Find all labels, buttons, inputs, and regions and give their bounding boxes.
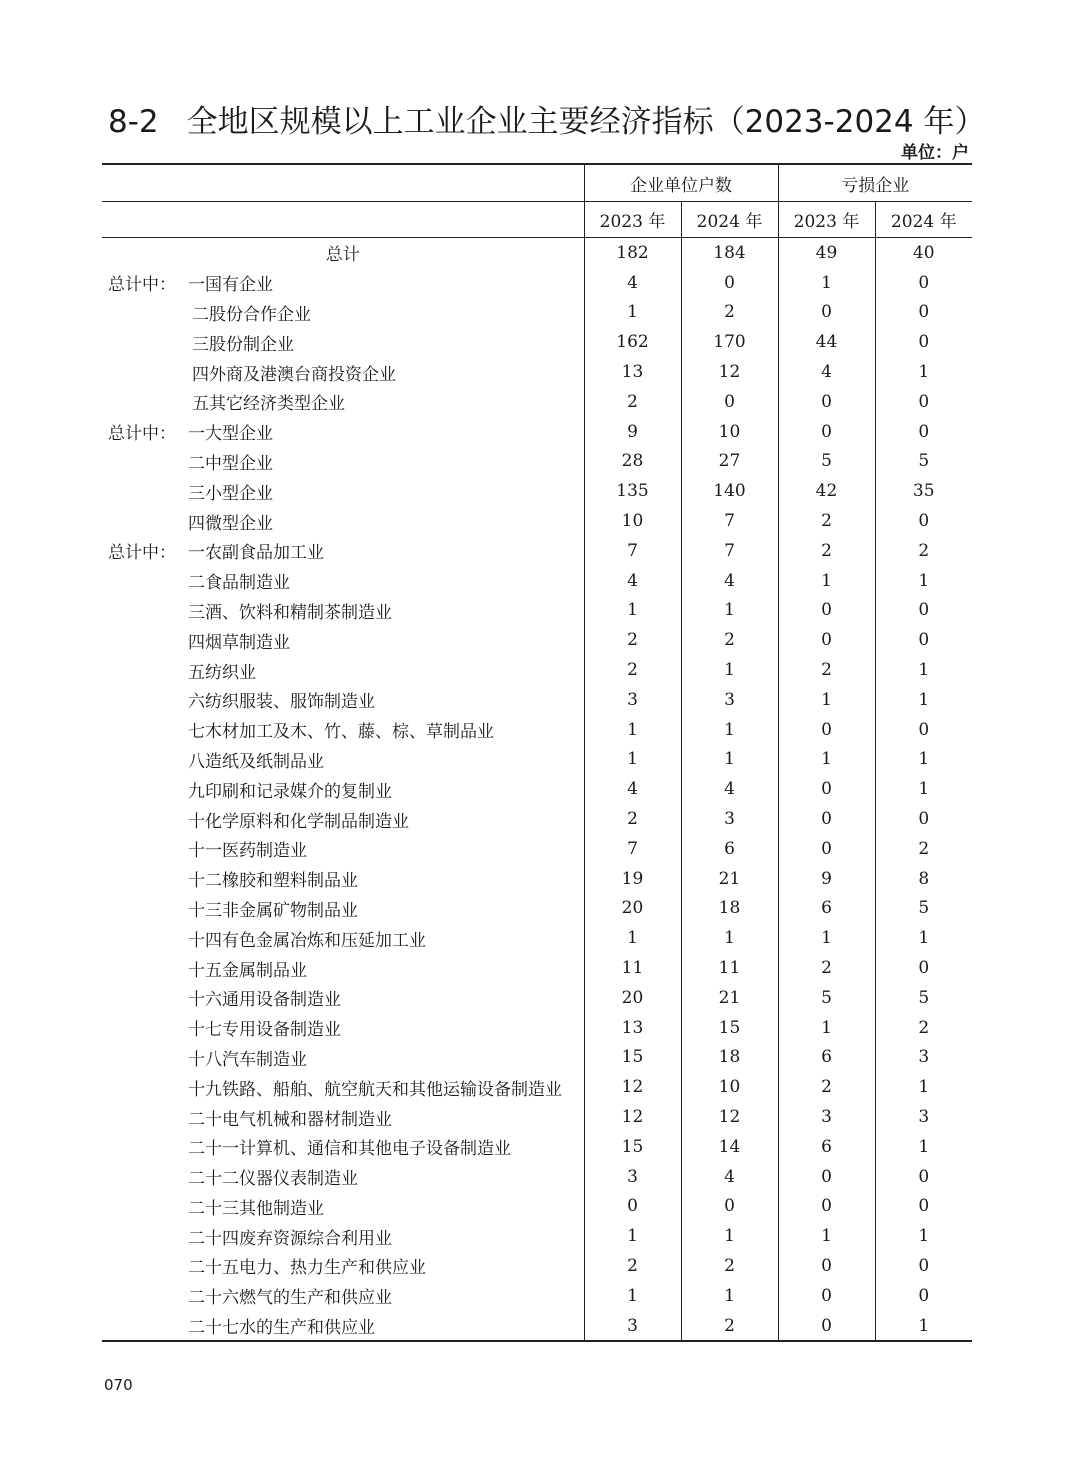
value-cell: 140 xyxy=(681,476,778,506)
row-label: 七木材加工及木、竹、藤、棕、草制品业 xyxy=(188,722,494,743)
value-cell: 0 xyxy=(875,417,972,447)
value-cell: 11 xyxy=(681,953,778,983)
value-cell: 6 xyxy=(778,894,875,924)
row-label-cell xyxy=(102,447,584,477)
row-label: 三酒、饮料和精制茶制造业 xyxy=(188,602,392,623)
value-cell: 14 xyxy=(681,1132,778,1162)
value-cell: 21 xyxy=(681,864,778,894)
table-row xyxy=(102,685,972,715)
row-label-cell xyxy=(102,983,584,1013)
value-cell: 184 xyxy=(681,238,778,268)
row-label-cell xyxy=(102,894,584,924)
value-cell: 4 xyxy=(681,1162,778,1192)
value-cell: 0 xyxy=(778,804,875,834)
row-label: 二十五电力、热力生产和供应业 xyxy=(188,1258,426,1279)
table-row xyxy=(102,774,972,804)
table-row xyxy=(102,953,972,983)
value-cell: 2 xyxy=(778,953,875,983)
value-cell: 6 xyxy=(778,1043,875,1073)
row-label: 十三非金属矿物制品业 xyxy=(188,900,358,921)
table-row xyxy=(102,506,972,536)
value-cell: 1 xyxy=(778,685,875,715)
value-cell: 1 xyxy=(584,745,681,775)
table-row xyxy=(102,1132,972,1162)
row-label-cell xyxy=(102,834,584,864)
row-label: 八造纸及纸制品业 xyxy=(188,751,324,772)
value-cell: 19 xyxy=(584,864,681,894)
row-label-cell xyxy=(102,357,584,387)
value-cell: 27 xyxy=(681,447,778,477)
value-cell: 18 xyxy=(681,1043,778,1073)
row-label: 一大型企业 xyxy=(188,424,273,445)
table-title-text: 全地区规模以上工业企业主要经济指标（2023-2024 年） xyxy=(186,104,986,140)
row-label-cell xyxy=(102,298,584,328)
table-row xyxy=(102,1043,972,1073)
value-cell: 3 xyxy=(875,1043,972,1073)
value-cell: 0 xyxy=(778,596,875,626)
value-cell: 1 xyxy=(875,566,972,596)
table-row xyxy=(102,804,972,834)
row-label: 十七专用设备制造业 xyxy=(188,1020,341,1041)
statistics-table xyxy=(102,163,972,1342)
value-cell: 13 xyxy=(584,357,681,387)
table-row xyxy=(102,1102,972,1132)
table-row xyxy=(102,715,972,745)
value-cell: 9 xyxy=(778,864,875,894)
row-label: 二中型企业 xyxy=(188,453,273,474)
table-row xyxy=(102,476,972,506)
value-cell: 5 xyxy=(778,983,875,1013)
table-row xyxy=(102,1221,972,1251)
table-row xyxy=(102,655,972,685)
table-row xyxy=(102,923,972,953)
value-cell: 3 xyxy=(584,1311,681,1342)
row-label: 三股份制企业 xyxy=(192,334,294,355)
row-label-cell xyxy=(102,625,584,655)
value-cell: 1 xyxy=(681,745,778,775)
value-cell: 1 xyxy=(681,715,778,745)
value-cell: 3 xyxy=(681,685,778,715)
value-cell: 1 xyxy=(681,923,778,953)
table-row xyxy=(102,834,972,864)
value-cell: 4 xyxy=(778,357,875,387)
row-label: 二食品制造业 xyxy=(188,573,290,594)
value-cell: 0 xyxy=(778,1311,875,1342)
value-cell: 2 xyxy=(778,506,875,536)
row-label-cell xyxy=(102,715,584,745)
table-row xyxy=(102,745,972,775)
row-prefix: 总计中： xyxy=(108,275,176,296)
value-cell: 2 xyxy=(584,804,681,834)
value-cell: 7 xyxy=(681,536,778,566)
row-label: 二十六燃气的生产和供应业 xyxy=(188,1288,392,1309)
value-cell: 49 xyxy=(778,238,875,268)
row-label-cell xyxy=(102,1281,584,1311)
row-label: 十化学原料和化学制品制造业 xyxy=(188,811,409,832)
value-cell: 135 xyxy=(584,476,681,506)
table-row xyxy=(102,1072,972,1102)
value-cell: 0 xyxy=(875,953,972,983)
row-label-cell xyxy=(102,923,584,953)
table-row xyxy=(102,1311,972,1342)
table-row xyxy=(102,327,972,357)
row-label-cell xyxy=(102,1192,584,1222)
value-cell: 1 xyxy=(681,596,778,626)
row-label-cell xyxy=(102,1162,584,1192)
value-cell: 1 xyxy=(875,1132,972,1162)
value-cell: 0 xyxy=(875,327,972,357)
table-number: 8-2 xyxy=(108,104,159,140)
value-cell: 15 xyxy=(584,1043,681,1073)
value-cell: 0 xyxy=(778,1281,875,1311)
row-label-cell xyxy=(102,1072,584,1102)
value-cell: 18 xyxy=(681,894,778,924)
value-cell: 15 xyxy=(681,1013,778,1043)
row-label: 二股份合作企业 xyxy=(192,304,311,325)
value-cell: 11 xyxy=(584,953,681,983)
value-cell: 0 xyxy=(778,1192,875,1222)
value-cell: 2 xyxy=(778,536,875,566)
value-cell: 1 xyxy=(875,357,972,387)
value-cell: 15 xyxy=(584,1132,681,1162)
value-cell: 3 xyxy=(584,1162,681,1192)
value-cell: 2 xyxy=(778,1072,875,1102)
value-cell: 0 xyxy=(875,506,972,536)
table-row xyxy=(102,894,972,924)
value-cell: 1 xyxy=(584,1281,681,1311)
row-label: 十六通用设备制造业 xyxy=(188,990,341,1011)
row-label-cell xyxy=(102,506,584,536)
value-cell: 13 xyxy=(584,1013,681,1043)
table-row xyxy=(102,1192,972,1222)
header-loss-enterprises: 亏损企业 xyxy=(778,164,972,202)
value-cell: 0 xyxy=(681,387,778,417)
value-cell: 5 xyxy=(875,894,972,924)
row-label: 一农副食品加工业 xyxy=(188,543,324,564)
value-cell: 1 xyxy=(875,774,972,804)
value-cell: 0 xyxy=(875,625,972,655)
row-label: 十一医药制造业 xyxy=(188,841,307,862)
row-label: 三小型企业 xyxy=(188,483,273,504)
value-cell: 21 xyxy=(681,983,778,1013)
header-year: 2024 年 xyxy=(875,202,972,238)
value-cell: 0 xyxy=(875,298,972,328)
value-cell: 9 xyxy=(584,417,681,447)
row-label: 四烟草制造业 xyxy=(188,632,290,653)
row-label: 十二橡胶和塑料制品业 xyxy=(188,871,358,892)
row-label: 五纺织业 xyxy=(188,662,256,683)
row-label-cell xyxy=(102,1102,584,1132)
value-cell: 2 xyxy=(681,1311,778,1342)
value-cell: 2 xyxy=(681,1251,778,1281)
row-label: 四外商及港澳台商投资企业 xyxy=(192,364,396,385)
row-label: 十八汽车制造业 xyxy=(188,1049,307,1070)
value-cell: 0 xyxy=(778,715,875,745)
value-cell: 1 xyxy=(681,655,778,685)
row-label-cell xyxy=(102,953,584,983)
table-row xyxy=(102,1162,972,1192)
table-row xyxy=(102,983,972,1013)
row-label: 九印刷和记录媒介的复制业 xyxy=(188,781,392,802)
value-cell: 2 xyxy=(584,625,681,655)
value-cell: 2 xyxy=(875,1013,972,1043)
row-label-cell xyxy=(102,1132,584,1162)
value-cell: 1 xyxy=(778,1013,875,1043)
value-cell: 1 xyxy=(875,685,972,715)
value-cell: 2 xyxy=(584,1251,681,1281)
value-cell: 2 xyxy=(681,625,778,655)
value-cell: 1 xyxy=(681,1221,778,1251)
row-label-cell xyxy=(102,745,584,775)
value-cell: 0 xyxy=(875,804,972,834)
value-cell: 4 xyxy=(584,774,681,804)
value-cell: 10 xyxy=(681,417,778,447)
value-cell: 10 xyxy=(681,1072,778,1102)
value-cell: 40 xyxy=(875,238,972,268)
row-label-cell xyxy=(102,1043,584,1073)
value-cell: 35 xyxy=(875,476,972,506)
value-cell: 182 xyxy=(584,238,681,268)
header-year: 2023 年 xyxy=(778,202,875,238)
row-label: 一国有企业 xyxy=(188,275,273,296)
value-cell: 1 xyxy=(875,655,972,685)
value-cell: 7 xyxy=(584,536,681,566)
row-label: 五其它经济类型企业 xyxy=(192,394,345,415)
row-label: 六纺织服装、服饰制造业 xyxy=(188,692,375,713)
header-year: 2023 年 xyxy=(584,202,681,238)
value-cell: 1 xyxy=(584,1221,681,1251)
row-label-cell xyxy=(102,1311,584,1342)
value-cell: 1 xyxy=(584,596,681,626)
value-cell: 1 xyxy=(875,923,972,953)
value-cell: 0 xyxy=(875,1162,972,1192)
row-label-cell xyxy=(102,1251,584,1281)
value-cell: 0 xyxy=(681,1192,778,1222)
value-cell: 2 xyxy=(778,655,875,685)
value-cell: 8 xyxy=(875,864,972,894)
value-cell: 3 xyxy=(778,1102,875,1132)
row-label-cell xyxy=(102,268,584,298)
value-cell: 0 xyxy=(875,715,972,745)
table-row xyxy=(102,447,972,477)
value-cell: 6 xyxy=(778,1132,875,1162)
row-prefix: 总计中： xyxy=(108,543,176,564)
value-cell: 28 xyxy=(584,447,681,477)
table-row xyxy=(102,864,972,894)
value-cell: 162 xyxy=(584,327,681,357)
value-cell: 4 xyxy=(584,268,681,298)
value-cell: 12 xyxy=(584,1072,681,1102)
value-cell: 5 xyxy=(875,447,972,477)
table-row xyxy=(102,596,972,626)
value-cell: 170 xyxy=(681,327,778,357)
row-label-cell xyxy=(102,864,584,894)
table-row xyxy=(102,238,972,268)
row-label-cell xyxy=(102,238,584,268)
header-blank-cell xyxy=(102,164,584,202)
value-cell: 4 xyxy=(681,566,778,596)
value-cell: 1 xyxy=(584,298,681,328)
value-cell: 1 xyxy=(778,566,875,596)
row-label-cell xyxy=(102,387,584,417)
value-cell: 2 xyxy=(875,834,972,864)
value-cell: 0 xyxy=(778,387,875,417)
value-cell: 0 xyxy=(875,596,972,626)
value-cell: 10 xyxy=(584,506,681,536)
value-cell: 0 xyxy=(875,387,972,417)
row-label-cell xyxy=(102,685,584,715)
value-cell: 0 xyxy=(778,625,875,655)
value-cell: 20 xyxy=(584,983,681,1013)
value-cell: 0 xyxy=(875,1281,972,1311)
page-number: 070 xyxy=(104,1376,133,1394)
value-cell: 1 xyxy=(778,923,875,953)
value-cell: 1 xyxy=(875,745,972,775)
table-row xyxy=(102,1013,972,1043)
value-cell: 1 xyxy=(778,745,875,775)
table-header xyxy=(102,164,972,238)
value-cell: 0 xyxy=(875,1192,972,1222)
row-label: 二十二仪器仪表制造业 xyxy=(188,1169,358,1190)
row-label-cell xyxy=(102,417,584,447)
row-label-cell xyxy=(102,1013,584,1043)
value-cell: 1 xyxy=(778,1221,875,1251)
value-cell: 7 xyxy=(681,506,778,536)
row-label: 二十七水的生产和供应业 xyxy=(188,1318,375,1339)
value-cell: 5 xyxy=(778,447,875,477)
value-cell: 12 xyxy=(681,357,778,387)
value-cell: 6 xyxy=(681,834,778,864)
value-cell: 0 xyxy=(584,1192,681,1222)
row-label: 二十电气机械和器材制造业 xyxy=(188,1109,392,1130)
value-cell: 0 xyxy=(778,774,875,804)
value-cell: 4 xyxy=(584,566,681,596)
value-cell: 3 xyxy=(875,1102,972,1132)
row-label-cell xyxy=(102,596,584,626)
value-cell: 1 xyxy=(584,715,681,745)
page-title xyxy=(108,96,985,141)
row-label-cell xyxy=(102,1221,584,1251)
row-label-cell xyxy=(102,774,584,804)
value-cell: 2 xyxy=(584,387,681,417)
value-cell: 0 xyxy=(875,1251,972,1281)
value-cell: 12 xyxy=(681,1102,778,1132)
row-label: 二十一计算机、通信和其他电子设备制造业 xyxy=(188,1139,511,1160)
table-row xyxy=(102,387,972,417)
unit-label: 单位：户 xyxy=(901,143,969,163)
row-label-cell xyxy=(102,655,584,685)
value-cell: 1 xyxy=(584,923,681,953)
value-cell: 20 xyxy=(584,894,681,924)
row-label: 总计 xyxy=(325,245,360,266)
row-label-cell xyxy=(102,536,584,566)
row-label: 十五金属制品业 xyxy=(188,960,307,981)
table-row xyxy=(102,566,972,596)
row-prefix: 总计中： xyxy=(108,424,176,445)
row-label-cell xyxy=(102,327,584,357)
row-label: 十四有色金属冶炼和压延加工业 xyxy=(188,930,426,951)
value-cell: 0 xyxy=(778,298,875,328)
row-label-cell xyxy=(102,566,584,596)
table-row xyxy=(102,357,972,387)
value-cell: 1 xyxy=(875,1311,972,1342)
row-label: 四微型企业 xyxy=(188,513,273,534)
row-label-cell xyxy=(102,476,584,506)
value-cell: 0 xyxy=(875,268,972,298)
value-cell: 12 xyxy=(584,1102,681,1132)
value-cell: 0 xyxy=(778,1251,875,1281)
row-label: 二十四废弃资源综合利用业 xyxy=(188,1228,392,1249)
table-row xyxy=(102,1281,972,1311)
value-cell: 0 xyxy=(778,834,875,864)
value-cell: 3 xyxy=(681,804,778,834)
value-cell: 44 xyxy=(778,327,875,357)
header-year: 2024 年 xyxy=(681,202,778,238)
value-cell: 3 xyxy=(584,685,681,715)
value-cell: 5 xyxy=(875,983,972,1013)
table-body xyxy=(102,238,972,1342)
table-row xyxy=(102,298,972,328)
value-cell: 42 xyxy=(778,476,875,506)
value-cell: 0 xyxy=(681,268,778,298)
row-label: 二十三其他制造业 xyxy=(188,1198,324,1219)
value-cell: 0 xyxy=(778,1162,875,1192)
row-label-cell xyxy=(102,804,584,834)
value-cell: 1 xyxy=(778,268,875,298)
table-row xyxy=(102,536,972,566)
value-cell: 2 xyxy=(584,655,681,685)
value-cell: 1 xyxy=(875,1221,972,1251)
table-row xyxy=(102,417,972,447)
header-blank-cell xyxy=(102,202,584,238)
table-row xyxy=(102,625,972,655)
value-cell: 2 xyxy=(875,536,972,566)
value-cell: 2 xyxy=(681,298,778,328)
table-row xyxy=(102,268,972,298)
row-label: 十九铁路、船舶、航空航天和其他运输设备制造业 xyxy=(188,1079,562,1100)
value-cell: 1 xyxy=(681,1281,778,1311)
header-enterprise-count: 企业单位户数 xyxy=(584,164,778,202)
value-cell: 7 xyxy=(584,834,681,864)
table-row xyxy=(102,1251,972,1281)
value-cell: 0 xyxy=(778,417,875,447)
value-cell: 1 xyxy=(875,1072,972,1102)
value-cell: 4 xyxy=(681,774,778,804)
